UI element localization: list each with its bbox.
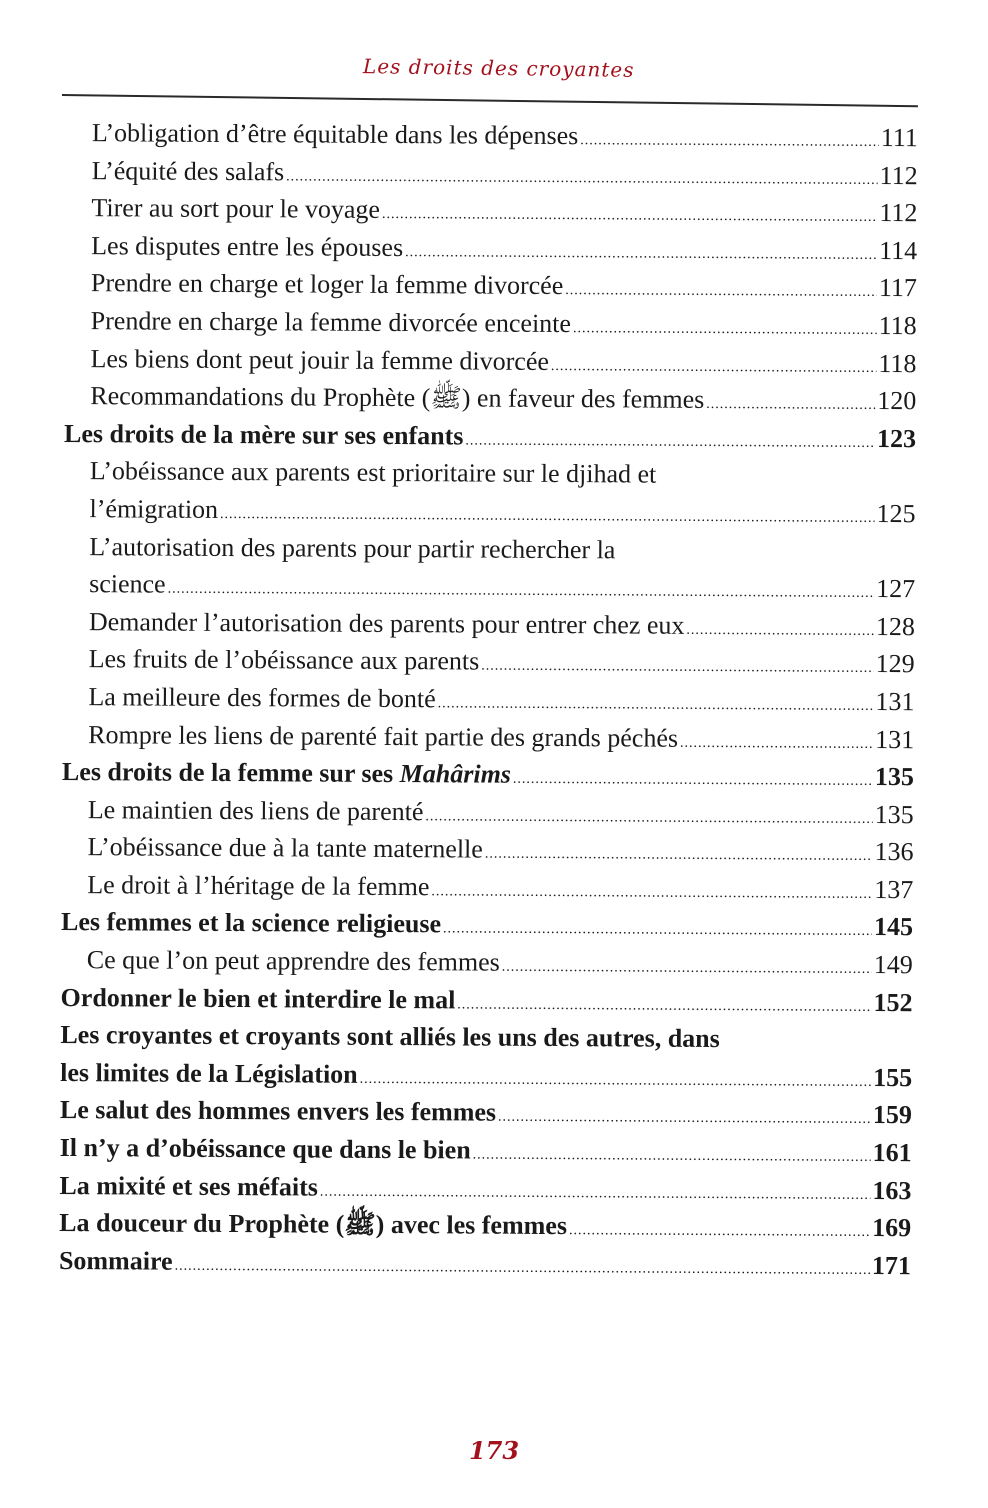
toc-title-text: L’obéissance due à la tante maternelle [87, 832, 483, 864]
toc-entry-title [90, 377, 704, 418]
dot-leader [498, 1099, 871, 1139]
toc-page-number: 114 [879, 235, 918, 265]
toc-title-text: Les fruits de l’obéissance aux parents [88, 644, 480, 676]
toc-page-number: 135 [874, 799, 914, 829]
toc-page-number: 171 [871, 1250, 912, 1280]
toc-entry-title [91, 265, 564, 305]
toc-title-text: Prendre en charge la femme divorcée enceinte [90, 306, 572, 339]
toc-entry-title [60, 1054, 358, 1093]
toc-section[interactable] [63, 565, 915, 608]
toc-entry-title: L’obéissance aux parents est prioritaire sur le djihad et [89, 456, 657, 489]
dot-leader [485, 836, 873, 876]
toc-chapter[interactable] [60, 1054, 912, 1097]
toc-entry-title [88, 716, 678, 757]
dot-leader [565, 272, 877, 311]
dot-leader [382, 196, 878, 237]
toc-title-text: Les femmes et la science religieuse [60, 907, 442, 939]
toc-page-number: 155 [873, 1062, 913, 1093]
toc-entry-title [59, 1167, 318, 1206]
dot-leader [513, 761, 873, 801]
running-header [0, 56, 988, 80]
toc-page-number: 112 [879, 160, 918, 190]
toc-entry-title [59, 1242, 173, 1280]
toc-entry-title [87, 828, 483, 868]
dot-leader [443, 911, 872, 951]
dot-leader [580, 122, 879, 161]
toc-page-number: 123 [876, 423, 917, 453]
toc-page-number: 127 [876, 574, 916, 604]
dot-leader [425, 798, 873, 838]
dot-leader [473, 1137, 871, 1177]
toc-page-number: 159 [872, 1100, 912, 1130]
toc-entry-title [64, 415, 464, 455]
toc-title-italic: Mahârims [399, 759, 512, 789]
toc-page-number: 112 [879, 198, 918, 228]
toc-page-number: 129 [875, 649, 915, 679]
toc-entry-title [61, 903, 441, 943]
toc-page-number: 145 [873, 912, 914, 942]
toc-title-text: Prendre en charge et loger la femme divorcée [90, 268, 564, 301]
toc-page-number: 118 [878, 310, 917, 341]
toc-entry-title [89, 640, 480, 680]
toc-title-text: Recommandations du Prophète (ﷺ) en faveur des femmes [90, 381, 705, 415]
toc-title-text: L’équité des salafs [91, 155, 285, 186]
toc-title-text: l’émigration [89, 494, 219, 524]
dot-leader [174, 1247, 870, 1289]
toc-page-number: 117 [878, 273, 918, 303]
dot-leader [573, 310, 877, 349]
toc-title-text: La douceur du Prophète (ﷺ) avec les femmes [59, 1208, 568, 1241]
toc-entry-title [60, 1091, 496, 1131]
toc-entry-title [91, 189, 380, 228]
toc-page-number: 120 [877, 386, 917, 416]
dot-leader [680, 724, 873, 763]
toc-title-text: Le maintien des liens de parenté [87, 794, 424, 826]
toc-title-text: Tirer au sort pour le voyage [91, 193, 381, 225]
toc-title-text: La meilleure des formes de bonté [88, 682, 436, 714]
toc-title-text: science [89, 569, 166, 599]
toc-entry-title: L’autorisation des parents pour partir rechercher la [89, 531, 616, 564]
toc-page-number: 163 [872, 1175, 912, 1205]
toc-title-text: Les disputes entre les épouses [91, 230, 404, 262]
toc-page-number: 118 [878, 348, 917, 378]
toc-title-text: Rompre les liens de parenté fait partie des grands péchés [88, 719, 679, 753]
toc-entry-title [91, 227, 403, 266]
toc-entry-title [87, 941, 500, 981]
toc-page-number: 131 [875, 686, 915, 717]
toc-page-number: 135 [874, 762, 915, 792]
toc-entry-title [60, 1129, 471, 1169]
toc-title-text: Demander l’autorisation des parents pour entrer chez eux [88, 606, 685, 640]
toc-entry-title [89, 490, 218, 528]
toc-page-number: 136 [874, 837, 914, 867]
toc-title-text: Ordonner le bien et interdire le mal [60, 982, 456, 1015]
toc-entry-title: Les croyantes et croyants sont alliés les uns des autres, dans [60, 1020, 720, 1054]
toc-page-number: 125 [876, 498, 916, 529]
header-rule [62, 94, 918, 107]
toc-entry-title [60, 979, 455, 1019]
dot-leader [431, 873, 872, 913]
toc-section[interactable] [66, 114, 918, 157]
toc-title-text: Les biens dont peut jouir la femme divorcée [90, 343, 550, 376]
toc-page-number: 111 [880, 122, 918, 153]
toc-title-text: La mixité et ses méfaits [59, 1170, 319, 1202]
dot-leader [686, 612, 874, 651]
toc-entry-title [59, 1204, 567, 1245]
toc-entry-title [87, 866, 429, 906]
toc-title-text: Ce que l’on peut apprendre des femmes [86, 945, 500, 977]
toc-page-number: 152 [873, 987, 913, 1017]
page-number: 173 [468, 1436, 520, 1465]
toc-page-number: 131 [875, 724, 915, 754]
table-of-contents [59, 114, 918, 1285]
toc-entry-title [91, 302, 571, 343]
dot-leader [502, 949, 872, 989]
toc-entry-title [92, 152, 285, 191]
toc-page-number: 149 [873, 950, 913, 980]
toc-page-number: 169 [872, 1213, 912, 1243]
toc-entry-title [88, 678, 435, 718]
toc-title-text: Les droits de la femme sur ses [61, 757, 400, 789]
toc-title-text: L’obligation d’être équitable dans les dépenses [91, 118, 579, 151]
toc-section[interactable] [63, 490, 915, 533]
header-title: Les droits des croyantes [363, 54, 635, 82]
dot-leader [706, 386, 875, 425]
toc-entry-title [89, 565, 166, 603]
toc-entry-title [62, 753, 511, 793]
toc-entry-title [88, 791, 424, 831]
toc-entry-title [92, 114, 579, 155]
toc-title-text: Le droit à l’héritage de la femme [87, 870, 430, 902]
toc-page-number: 137 [874, 874, 914, 905]
dot-leader [569, 1212, 870, 1251]
toc-title-text: Les droits de la mère sur ses enfants [63, 418, 464, 451]
toc-title-text: Il n’y a d’obéissance que dans le bien [59, 1133, 471, 1165]
toc-page-number: 161 [872, 1137, 912, 1168]
toc-page-number: 128 [875, 611, 915, 641]
toc-entry-title [89, 603, 685, 644]
dot-leader [481, 648, 874, 688]
toc-entry-title [90, 340, 549, 380]
toc-title-text: les limites de la Législation [60, 1057, 358, 1089]
toc-title-text: Sommaire [58, 1245, 173, 1276]
toc-title-text: Le salut des hommes envers les femmes [59, 1095, 497, 1128]
